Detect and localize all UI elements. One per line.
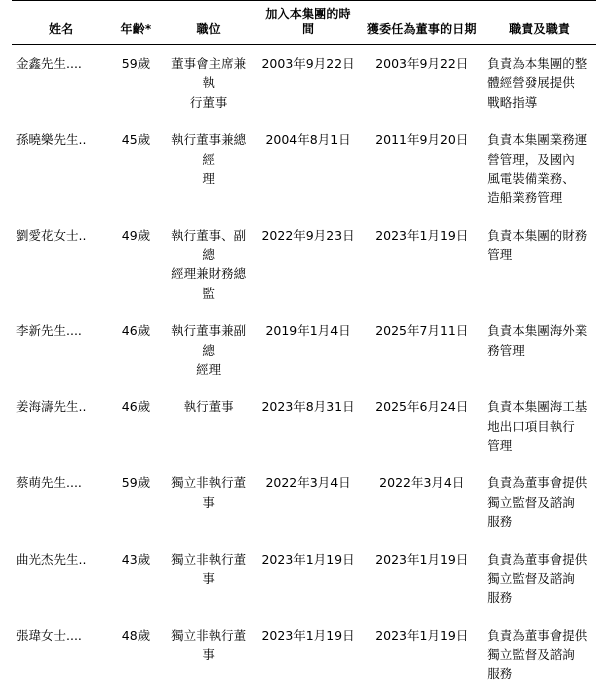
- cell-duties-lines: [487, 626, 592, 684]
- cell-title-line: 監: [202, 285, 215, 301]
- cell-duties: [483, 312, 596, 388]
- table-row: [12, 464, 596, 540]
- table-row: [12, 45, 596, 122]
- cell-age: 49歲: [121, 227, 151, 243]
- cell-title-lines: [166, 473, 252, 512]
- cell-duties-line: 負責為本集團的整: [487, 56, 588, 71]
- cell-title-lines: [166, 626, 252, 665]
- cell-name: 曲光杰先生..: [16, 551, 87, 567]
- cell-duties-line: 負責為董事會提供: [487, 475, 588, 491]
- cell-duties: [483, 388, 596, 464]
- table-row: [12, 121, 596, 217]
- cell-title-line: 行董事: [189, 94, 228, 110]
- cell-duties: [483, 217, 596, 313]
- cell-duties-lines: [487, 550, 592, 608]
- cell-age: 59歲: [121, 475, 151, 491]
- cell-appointment-date: 2003年9月22日: [375, 56, 469, 71]
- cell-duties-lines: [487, 321, 592, 360]
- cell-duties-line: 獨立監督及諮詢: [487, 647, 575, 662]
- cell-appointment-date: 2023年1月19日: [375, 627, 469, 643]
- cell-appointment-date: 2023年1月19日: [375, 551, 469, 567]
- cell-title-lines: [166, 321, 252, 379]
- cell-duties-lines: [487, 226, 592, 265]
- cell-title-line: 執行董事兼副總: [171, 323, 247, 358]
- cell-name: 金鑫先生....: [16, 56, 82, 71]
- cell-age: 48歲: [121, 627, 151, 643]
- table-row: [12, 617, 596, 693]
- cell-title-line: 經理兼財務總: [171, 266, 247, 282]
- cell-appointment-date: 2011年9月20日: [375, 132, 469, 148]
- cell-appointment-date: 2025年6月24日: [375, 399, 469, 415]
- cell-appointment-date: 2025年7月11日: [375, 323, 469, 339]
- cell-age: 46歲: [121, 323, 151, 339]
- cell-duties-lines: [487, 130, 592, 208]
- table-body: [12, 45, 596, 693]
- cell-join-date: 2019年1月4日: [265, 323, 351, 339]
- cell-duties-line: 戰略指導: [487, 94, 538, 110]
- cell-join-date: 2022年3月4日: [265, 475, 351, 491]
- cell-title: [162, 617, 256, 693]
- directors-table: [12, 0, 596, 693]
- table-header-row: [12, 1, 596, 45]
- cell-join-date: 2023年1月19日: [261, 627, 355, 643]
- cell-join-date: 2022年9月23日: [261, 227, 355, 243]
- cell-join-date: 2023年1月19日: [261, 551, 355, 567]
- cell-duties-line: 管理: [487, 247, 513, 262]
- cell-title: [162, 312, 256, 388]
- cell-duties-line: 務管理: [487, 342, 525, 358]
- cell-duties-line: 獨立監督及諮詢: [487, 494, 575, 510]
- cell-duties-line: 負責本集團的財務: [487, 227, 588, 243]
- cell-duties-line: 負責為董事會提供: [487, 627, 588, 643]
- cell-appointment-date: 2022年3月4日: [379, 475, 465, 491]
- cell-name: 劉愛花女士..: [16, 227, 87, 243]
- cell-duties-line: 負責本集團海外業: [487, 323, 588, 339]
- cell-duties-line: 服務: [487, 666, 513, 682]
- cell-title: [162, 121, 256, 217]
- cell-title-lines: [166, 54, 252, 112]
- cell-duties: [483, 541, 596, 617]
- cell-duties-lines: [487, 473, 592, 531]
- cell-title-line: 經理: [196, 361, 222, 377]
- cell-join-date: 2003年9月22日: [261, 56, 355, 71]
- column-header-duties: 職責及職責: [483, 1, 596, 45]
- cell-age: 45歲: [121, 132, 151, 148]
- cell-age: 43歲: [121, 551, 151, 567]
- cell-duties-line: 體經營發展提供: [487, 75, 575, 91]
- cell-duties-line: 造船業務管理: [487, 190, 563, 206]
- cell-duties-line: 風電裝備業務、: [487, 170, 575, 186]
- cell-title-line: 執行董事兼總經: [171, 132, 247, 167]
- cell-duties-line: 負責為董事會提供: [487, 551, 588, 567]
- cell-duties-lines: [487, 54, 592, 112]
- table-header: [12, 1, 596, 45]
- cell-duties-line: 營管理，及國內: [487, 151, 575, 167]
- cell-duties-line: 管理: [487, 438, 513, 453]
- cell-title: [162, 388, 256, 464]
- cell-duties: [483, 121, 596, 217]
- cell-name: 張瑋女士....: [16, 627, 82, 643]
- table-row: [12, 388, 596, 464]
- cell-duties-line: 負責本集團業務運: [487, 132, 588, 148]
- column-header-name: 姓名: [12, 1, 110, 45]
- cell-title-line: 獨立非執行董事: [171, 627, 247, 662]
- cell-title-lines: [166, 226, 252, 304]
- cell-join-date: 2004年8月1日: [265, 132, 351, 148]
- column-header-join-date: 加入本集團的時間: [256, 1, 361, 45]
- cell-age: 46歲: [121, 399, 151, 415]
- cell-duties: [483, 45, 596, 122]
- cell-age: 59歲: [121, 56, 151, 71]
- cell-duties-line: 獨立監督及諮詢: [487, 570, 575, 586]
- cell-title: [162, 45, 256, 122]
- cell-title-line: 董事會主席兼執: [171, 56, 247, 91]
- cell-title-line: 執行董事、副總: [171, 227, 247, 262]
- cell-title-line: 理: [202, 170, 215, 186]
- column-header-appointment-date: 獲委任為董事的日期: [360, 1, 483, 45]
- cell-duties-line: 服務: [487, 590, 513, 606]
- cell-title-line: 獨立非執行董事: [171, 551, 247, 586]
- cell-title-lines: [166, 130, 252, 188]
- cell-duties-line: 地出口項目執行: [487, 418, 575, 434]
- table-row: [12, 312, 596, 388]
- cell-appointment-date: 2023年1月19日: [375, 227, 469, 243]
- cell-name: 姜海濤先生..: [16, 399, 87, 415]
- cell-name: 蔡萌先生....: [16, 475, 82, 491]
- cell-title: [162, 541, 256, 617]
- cell-duties-lines: [487, 397, 592, 455]
- cell-title: [162, 464, 256, 540]
- cell-duties-line: 負責本集團海工基: [487, 399, 588, 415]
- column-header-age: 年齡*: [110, 1, 161, 45]
- cell-title-lines: [166, 550, 252, 589]
- table-row: [12, 217, 596, 313]
- cell-title-line: 執行董事: [183, 399, 234, 415]
- cell-name: 孫曉樂先生..: [16, 132, 87, 148]
- cell-name: 李新先生....: [16, 323, 82, 339]
- cell-title-line: 獨立非執行董事: [171, 475, 247, 510]
- cell-duties: [483, 617, 596, 693]
- cell-duties: [483, 464, 596, 540]
- cell-title: [162, 217, 256, 313]
- column-header-title: 職位: [162, 1, 256, 45]
- cell-join-date: 2023年8月31日: [261, 399, 355, 415]
- cell-duties-line: 服務: [487, 514, 513, 530]
- cell-title-lines: [166, 397, 252, 416]
- table-row: [12, 541, 596, 617]
